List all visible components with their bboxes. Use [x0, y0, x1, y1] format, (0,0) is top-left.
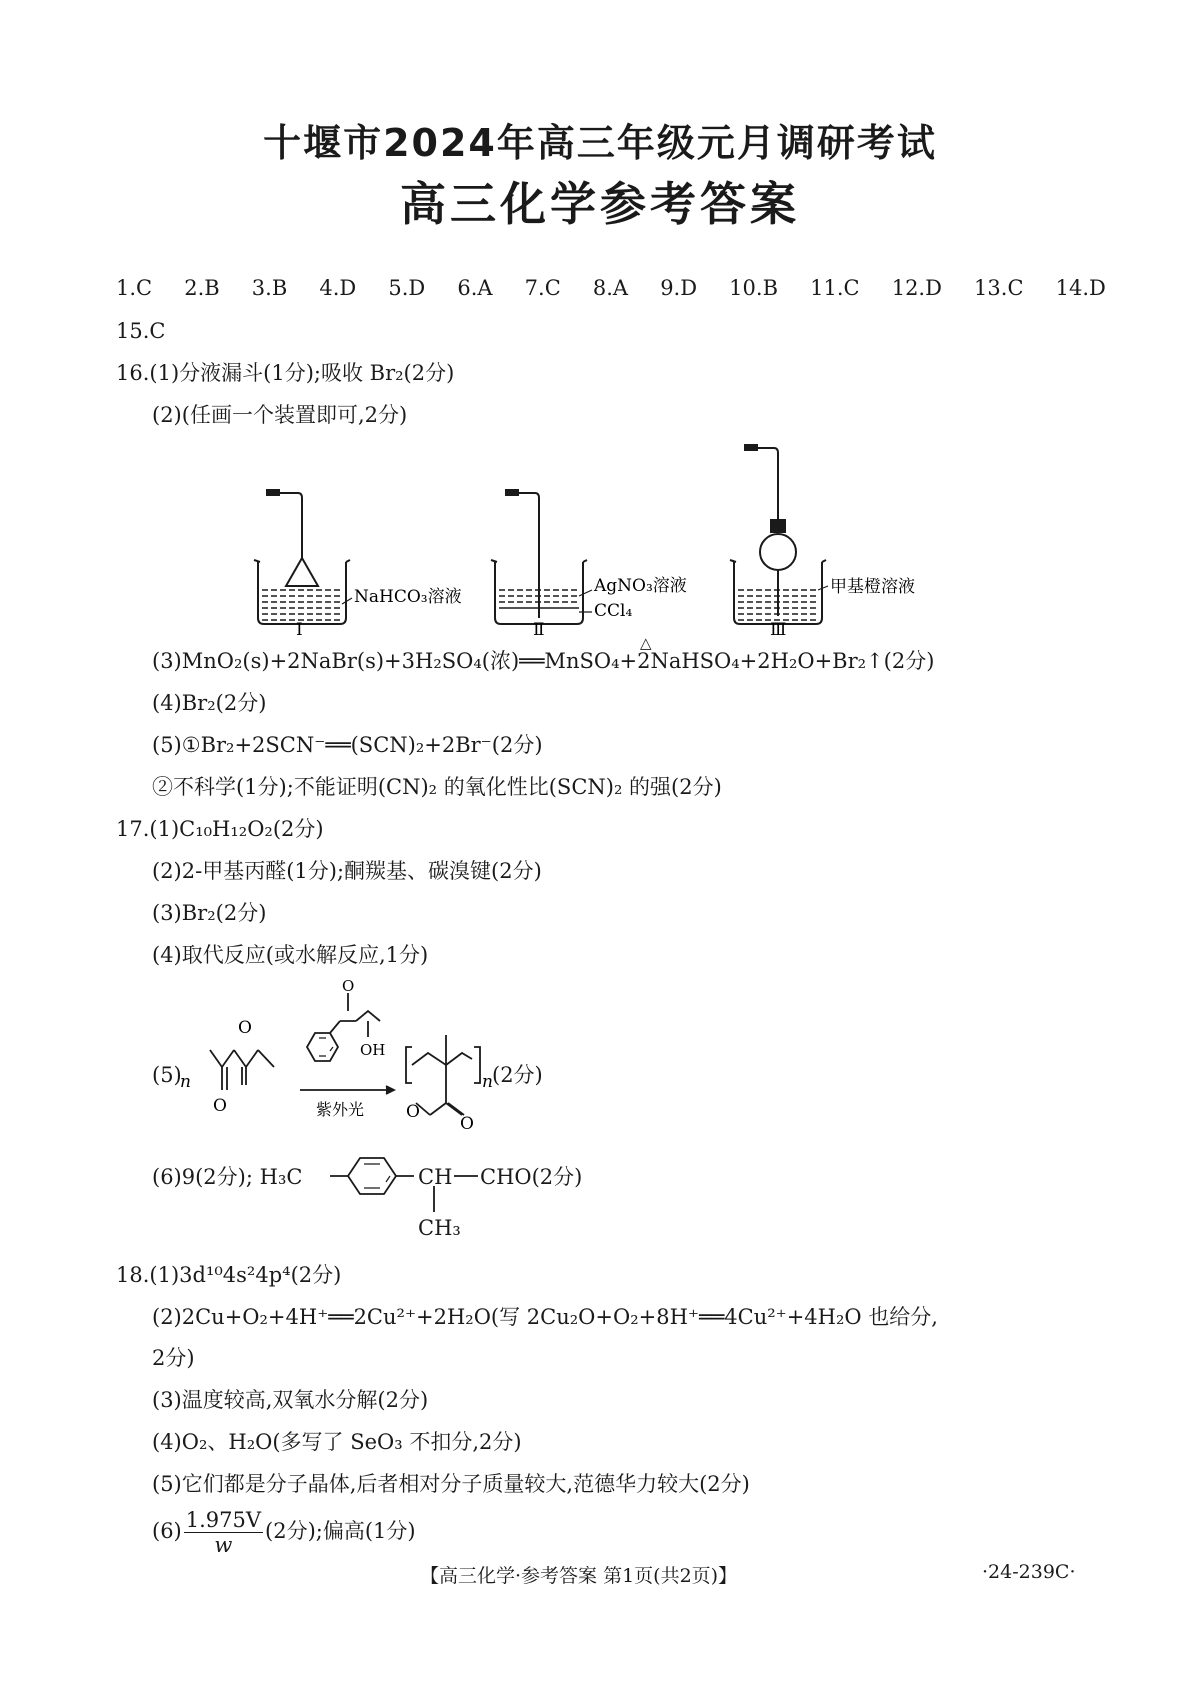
monomer-n: n — [180, 1072, 191, 1092]
apparatus-1-label: Ⅰ — [296, 620, 303, 635]
mc-answer: 8.A — [592, 276, 629, 300]
monomer-o: O — [213, 1096, 227, 1116]
apparatus-1 — [254, 490, 352, 624]
fraction-numerator: 1.975V — [185, 1508, 262, 1532]
mc-answer: 1.C — [116, 276, 153, 300]
fraction-denominator: w — [214, 1533, 233, 1557]
cho-group: CHO(2分) — [480, 1165, 583, 1189]
absorption-apparatus-figure — [230, 440, 970, 635]
q16-part5-equation: (5)①Br₂+2SCN⁻══(SCN)₂+2Br⁻(2分) — [152, 733, 543, 757]
q16-part1: 16.(1)分液漏斗(1分);吸收 Br₂(2分) — [116, 361, 455, 385]
q16-part2: (2)(任画一个装置即可,2分) — [152, 403, 408, 427]
q16-part4: (4)Br₂(2分) — [152, 691, 267, 715]
ch-group: CH — [418, 1165, 453, 1189]
exam-title: 十堰市2024年高三年级元月调研考试 — [263, 121, 937, 165]
q18-part3: (3)温度较高,双氧水分解(2分) — [152, 1388, 429, 1412]
polymer-n: n — [482, 1072, 493, 1092]
q17-part4: (4)取代反应(或水解反应,1分) — [152, 943, 429, 967]
q18-part6-prefix: (6) — [152, 1519, 182, 1543]
q17-part2: (2)2-甲基丙醛(1分);酮羰基、碳溴键(2分) — [152, 859, 542, 883]
q18-part2-score: 2分) — [152, 1346, 195, 1370]
mc-answer: 5.D — [388, 276, 426, 300]
initiator-o: O — [342, 977, 355, 995]
methyl-orange-label: 甲基橙溶液 — [830, 577, 915, 597]
mc-answer: 9.D — [660, 276, 698, 300]
ccl4-label: CCl₄ — [594, 601, 633, 621]
mc-answer: 11.C — [810, 276, 860, 300]
mc-answer: 12.D — [891, 276, 942, 300]
mc-answer: 14.D — [1055, 276, 1106, 300]
ch3-group: CH₃ — [418, 1216, 461, 1240]
polymerization-reaction — [180, 975, 640, 1140]
monomer-carbonyl-o: O — [238, 1018, 252, 1038]
page-footer: 【高三化学·参考答案 第1页(共2页)】 — [420, 1565, 738, 1587]
mc-answer: 2.B — [184, 276, 220, 300]
q16-part5-conclusion: ②不科学(1分);不能证明(CN)₂ 的氧化性比(SCN)₂ 的强(2分) — [152, 775, 722, 799]
q18-part6 — [152, 1504, 416, 1558]
answer-key-title: 高三化学参考答案 — [400, 177, 800, 231]
q18-part5: (5)它们都是分子晶体,后者相对分子质量较大,范德华力较大(2分) — [152, 1472, 750, 1496]
mc-answer: 15.C — [116, 319, 166, 343]
mc-answer: 6.A — [457, 276, 493, 300]
apparatus-2 — [491, 490, 592, 624]
q17-part3: (3)Br₂(2分) — [152, 901, 267, 925]
mc-answer: 7.C — [524, 276, 561, 300]
q18-part1: 18.(1)3d¹⁰4s²4p⁴(2分) — [116, 1263, 342, 1287]
q18-part4: (4)O₂、H₂O(多写了 SeO₃ 不扣分,2分) — [152, 1430, 522, 1454]
reaction-condition: 紫外光 — [316, 1100, 365, 1119]
q17-part6 — [152, 1162, 302, 1192]
page-code: ·24-239C· — [982, 1561, 1076, 1583]
nahco3-solution-label: NaHCO₃溶液 — [354, 587, 462, 607]
mc-answer: 4.D — [319, 276, 357, 300]
polymer-o: O — [406, 1102, 420, 1122]
agno3-solution-label: AgNO₃溶液 — [594, 576, 687, 596]
polymer-carbonyl-o: O — [460, 1114, 474, 1134]
q16-part3-equation: (3)MnO₂(s)+2NaBr(s)+3H₂SO₄(浓)══MnSO₄+2NaHSO₄+2H₂O+Br₂↑(2分) — [152, 649, 935, 673]
q17-part5-label: (5) — [152, 1063, 182, 1087]
fraction — [184, 1508, 263, 1557]
heating-symbol: △ — [640, 634, 652, 652]
mc-answer: 3.B — [251, 276, 288, 300]
q17-part6-prefix: (6)9(2分); — [152, 1165, 253, 1189]
initiator-oh: OH — [360, 1041, 386, 1059]
mc-answer-row — [116, 276, 1106, 306]
q17-part1: 17.(1)C₁₀H₁₂O₂(2分) — [116, 817, 324, 841]
h3c-group: H₃C — [259, 1165, 303, 1189]
mc-answer: 13.C — [974, 276, 1024, 300]
mc-answer: 10.B — [729, 276, 779, 300]
apparatus-3-label: Ⅲ — [770, 620, 787, 635]
q17-part5-score: (2分) — [492, 1063, 543, 1087]
q18-part2: (2)2Cu+O₂+4H⁺══2Cu²⁺+2H₂O(写 2Cu₂O+O₂+8H⁺══4Cu²⁺+4H₂O 也给分, — [152, 1305, 938, 1329]
apparatus-3 — [730, 445, 828, 624]
apparatus-2-label: Ⅱ — [533, 620, 545, 635]
q18-part6-suffix: (2分);偏高(1分) — [265, 1519, 416, 1543]
